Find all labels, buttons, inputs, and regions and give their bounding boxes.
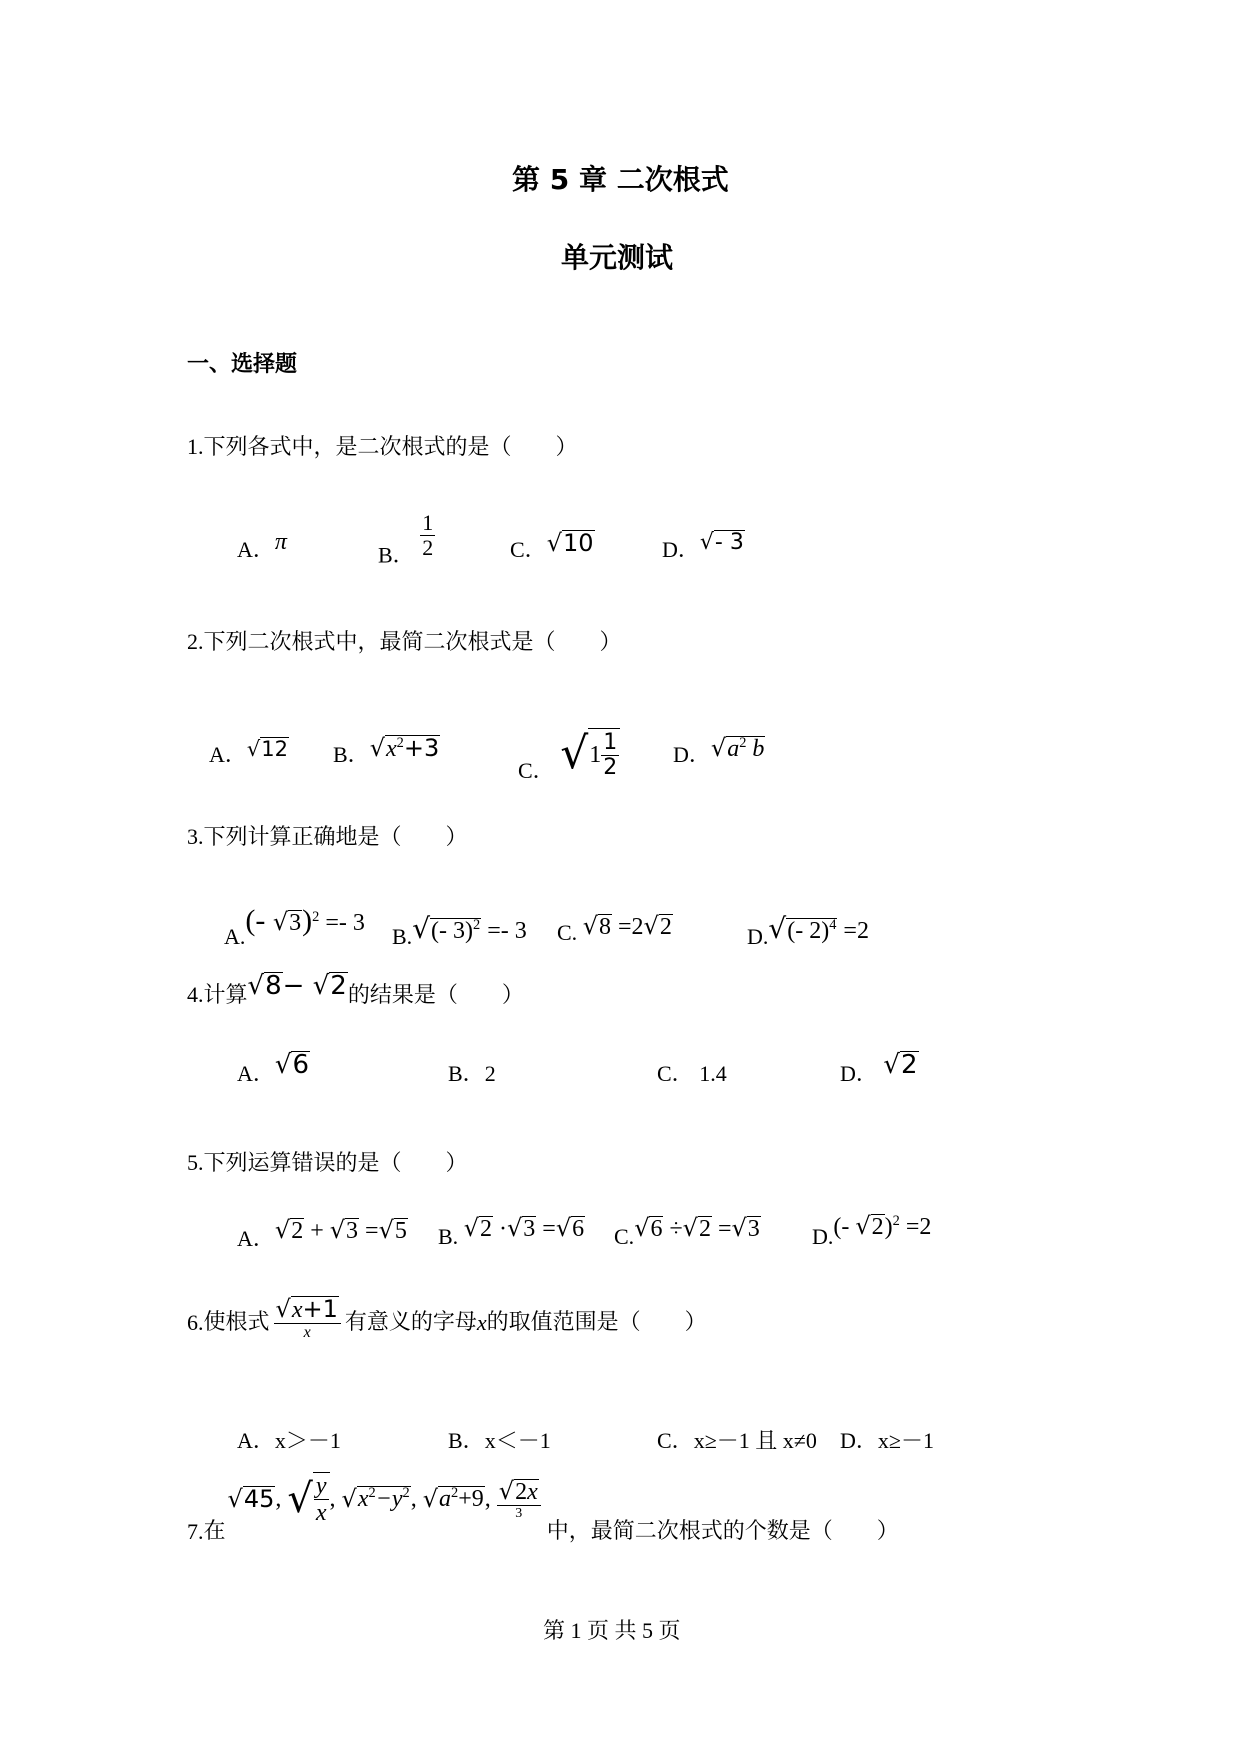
sqrt-icon: √: [246, 737, 261, 761]
q5-option-b: [438, 1214, 585, 1251]
math-expr: [275, 1218, 408, 1244]
question-stem-mid: 有意义的字母: [344, 1309, 477, 1335]
radicand: 6: [650, 1216, 663, 1242]
denominator: 2: [603, 755, 618, 781]
exponent: 2: [396, 735, 404, 751]
radicand: 3: [747, 1216, 760, 1242]
q4-option-a: [237, 1050, 310, 1088]
q2-option-c: [518, 728, 620, 790]
option-expr: x≥－1 且 x≠0: [693, 1428, 817, 1453]
option-label: A．: [209, 742, 247, 767]
question-number: 7.: [187, 1518, 204, 1544]
q4-option-c: [657, 1057, 727, 1088]
chapter-title: 第 5 章 二次根式: [512, 163, 729, 196]
sqrt-icon: √: [247, 971, 265, 1001]
sqrt-icon: √: [422, 1485, 439, 1514]
radicand: 6: [572, 1216, 585, 1242]
question-number: 5.: [187, 1150, 204, 1175]
paren-close: ): [884, 1214, 893, 1240]
math-expr: [464, 1216, 585, 1242]
radical-expr: [700, 530, 745, 555]
sqrt-icon: √: [682, 1214, 698, 1242]
radicand-base: a: [727, 736, 740, 762]
sqrt-icon: √: [378, 1216, 394, 1244]
equals: =: [711, 1216, 732, 1242]
question-number: 1.: [187, 434, 204, 459]
variable: x: [476, 1309, 487, 1335]
operator: +: [304, 1218, 330, 1244]
question-stem-pre: 在: [203, 1518, 226, 1544]
option-label: A．: [237, 1226, 275, 1251]
radicand-base: x: [385, 736, 397, 762]
q5-option-c: [614, 1214, 761, 1251]
q5-option-a: [237, 1216, 408, 1253]
fraction: [420, 511, 435, 560]
page-subtitle: 单元测试: [561, 241, 674, 274]
radical-expr: [547, 529, 595, 557]
q2-option-a: [209, 738, 289, 769]
exponent: 2: [739, 735, 747, 751]
option-expr: x＞－1: [274, 1428, 341, 1453]
sqrt-icon: √: [855, 1212, 871, 1240]
fraction: [601, 731, 619, 780]
operator: ·: [492, 1216, 507, 1242]
question-5: [187, 1146, 468, 1177]
radicand: (- 3): [431, 918, 474, 944]
option-label: B.: [392, 924, 413, 949]
q3-option-a: [224, 904, 365, 952]
radicand: 3: [289, 910, 302, 936]
option-expr: 1.4: [693, 1061, 727, 1086]
option-label: D．: [662, 537, 700, 562]
radicand: 3: [346, 1218, 359, 1244]
radicand: 10: [562, 529, 594, 557]
exponent: 4: [829, 917, 837, 933]
q6-option-b: [448, 1424, 551, 1455]
math-expr: [583, 914, 673, 940]
question-7: [187, 1473, 899, 1545]
sqrt-icon: √: [329, 1216, 346, 1244]
option-label: B．: [448, 1428, 485, 1453]
option-label: D．: [840, 1428, 878, 1453]
q3-option-c: [557, 912, 673, 947]
option-label: D．: [673, 742, 711, 767]
radical-expr: [275, 1050, 310, 1080]
radical-expr: [247, 737, 289, 761]
sqrt-icon: √: [287, 1476, 313, 1523]
math-expr: [833, 1214, 931, 1240]
radicand-tail: +3: [403, 734, 440, 762]
denominator: 2: [422, 535, 434, 561]
paren-close: ): [302, 904, 313, 937]
radicand: 6: [292, 1050, 310, 1080]
option-label: A.: [224, 924, 246, 949]
question-stem: 下列二次根式中，最简二次根式是（ ）: [203, 630, 622, 655]
sqrt-icon: √: [883, 1050, 900, 1080]
equals: =: [359, 1218, 379, 1244]
operator: ÷: [663, 1216, 683, 1242]
sqrt-icon: √: [699, 530, 714, 555]
exponent: 2: [473, 917, 481, 933]
sqrt-icon: √: [274, 1216, 291, 1244]
q1-option-d: [662, 530, 745, 564]
section-title: 一、选择题: [187, 352, 298, 377]
option-label: C．: [510, 537, 547, 562]
question-stem-post: 的结果是（ ）: [347, 983, 524, 1008]
option-label: C.: [614, 1224, 635, 1249]
q2-option-b: [333, 734, 440, 769]
question-number: 3.: [187, 824, 204, 849]
radical-expr: [370, 736, 441, 762]
math-expr: [245, 904, 365, 937]
question-number: 4.: [187, 982, 204, 1007]
sqrt-icon: √: [272, 908, 289, 936]
option-label: B．: [333, 742, 370, 767]
option-label: D．: [840, 1061, 878, 1086]
question-number: 6.: [187, 1309, 204, 1335]
option-label: D.: [747, 924, 769, 949]
q3-option-b: [392, 912, 527, 951]
q6-option-a: [237, 1424, 341, 1455]
option-label: B．: [378, 542, 415, 568]
option-expr: 2: [484, 1061, 496, 1086]
question-number: 2.: [187, 629, 204, 654]
option-expr: π: [274, 529, 287, 555]
fraction: $\frac{y}{x}$: [315, 1473, 327, 1527]
paren-open: (-: [245, 904, 273, 937]
question-6: [187, 1290, 707, 1342]
option-label: C.: [557, 920, 578, 945]
sqrt-icon: √: [560, 728, 589, 780]
radical-expr: [883, 1050, 918, 1080]
radical-expr: [560, 728, 620, 780]
question-4: [187, 971, 524, 1009]
math-expr: [634, 1216, 761, 1242]
question-stem: 下列各式中，是二次根式的是（ ）: [203, 435, 578, 460]
denominator: x: [303, 1324, 311, 1342]
q1-option-b: [378, 510, 435, 582]
page-footer: 第 1 页 共 5 页: [543, 1618, 681, 1643]
radicand: 5: [394, 1218, 407, 1244]
sqrt-icon: √: [463, 1214, 479, 1242]
operator: −: [282, 971, 305, 1001]
fraction: [274, 1296, 341, 1342]
question-stem-post: 的取值范围是（ ）: [486, 1309, 707, 1335]
option-label: A．: [237, 1061, 275, 1086]
sqrt-icon: √: [643, 912, 659, 940]
rhs: =2: [899, 1214, 932, 1240]
paren-open: (-: [833, 1214, 856, 1240]
q2-option-d: [673, 734, 765, 769]
q4-option-d: [840, 1050, 919, 1088]
numerator: 1: [603, 730, 618, 755]
rhs: =- 3: [481, 918, 527, 944]
sqrt-icon: √: [312, 971, 330, 1001]
sqrt-icon: √: [555, 1214, 572, 1242]
numerator: √x+1: [274, 1296, 341, 1324]
sqrt-icon: √: [768, 912, 787, 945]
exponent: 2: [892, 1213, 900, 1229]
sqrt-icon: √: [341, 1485, 357, 1514]
radicand: - 3: [714, 530, 744, 555]
sqrt-icon: √: [506, 1214, 523, 1242]
radicand-tail: b: [746, 736, 765, 762]
question-stem-pre: 使根式: [203, 1309, 270, 1335]
option-label: C．: [657, 1061, 694, 1086]
expression-list: √45 , √ $\frac{y}{x}$ , √ $x^2-y^2$ , √ $a^2+9$ , $\frac{√2x}{3}$: [228, 1472, 541, 1527]
radicand: 2: [659, 914, 672, 940]
q6-option-c: [657, 1424, 817, 1455]
radicand: 8: [265, 971, 282, 1001]
radicand: 2: [479, 1216, 492, 1242]
sqrt-icon: √: [369, 734, 385, 762]
q4-option-b: [448, 1057, 496, 1088]
q5-option-d: [812, 1212, 932, 1251]
radicand: 45: [243, 1485, 275, 1514]
radicand: 12: [261, 737, 289, 761]
rhs-coef: =2: [611, 914, 644, 940]
math-expr: [248, 971, 348, 1001]
rhs: =- 3: [319, 910, 365, 936]
option-label: B．: [448, 1061, 485, 1086]
q6-option-d: [840, 1424, 934, 1455]
option-expr: x≥－1: [877, 1428, 934, 1453]
radicand: 2: [698, 1216, 711, 1242]
q1-option-c: [510, 529, 595, 564]
question-stem-post: 中，最简二次根式的个数是（ ）: [546, 1518, 899, 1544]
whole-number: 1: [589, 742, 602, 769]
option-label: C．: [657, 1428, 694, 1453]
radicand: 3: [523, 1216, 536, 1242]
sqrt-icon: √: [710, 734, 727, 762]
question-1: [187, 430, 578, 461]
exponent: 2: [312, 909, 320, 925]
sqrt-icon: √: [582, 912, 598, 940]
radicand: 2: [330, 971, 347, 1001]
option-label: A．: [237, 537, 275, 562]
radicand: (- 2): [787, 918, 830, 944]
q3-option-d: [747, 912, 869, 951]
question-3: [187, 820, 468, 851]
radical-expr: [711, 736, 766, 762]
sqrt-icon: √: [227, 1485, 243, 1514]
math-expr: [768, 912, 869, 945]
fraction: $\frac{√2x}{3}$: [497, 1478, 541, 1522]
math-expr: [412, 912, 527, 945]
radicand: 2: [900, 1050, 918, 1080]
sqrt-icon: √: [634, 1214, 650, 1242]
option-label: A．: [237, 1428, 275, 1453]
equals: =: [536, 1216, 556, 1242]
question-stem: 下列计算正确地是（ ）: [203, 825, 468, 850]
rhs: =2: [837, 918, 869, 944]
q1-option-a: [237, 529, 287, 564]
option-label: D.: [812, 1224, 834, 1249]
numerator: 1: [422, 510, 434, 535]
question-stem: 下列运算错误的是（ ）: [203, 1151, 468, 1176]
question-2: [187, 625, 622, 656]
radicand: 2: [291, 1218, 304, 1244]
option-label: C．: [518, 758, 555, 784]
option-expr: x＜－1: [484, 1428, 551, 1453]
radicand: 2: [871, 1214, 884, 1240]
sqrt-icon: √: [275, 1295, 291, 1323]
option-label: B.: [438, 1224, 459, 1249]
sqrt-icon: √: [546, 529, 562, 557]
question-stem-pre: 计算: [203, 983, 248, 1008]
sqrt-icon: √: [274, 1050, 292, 1080]
radicand: 8: [598, 914, 611, 940]
sqrt-icon: √: [731, 1214, 747, 1242]
sqrt-icon: √: [412, 912, 431, 945]
